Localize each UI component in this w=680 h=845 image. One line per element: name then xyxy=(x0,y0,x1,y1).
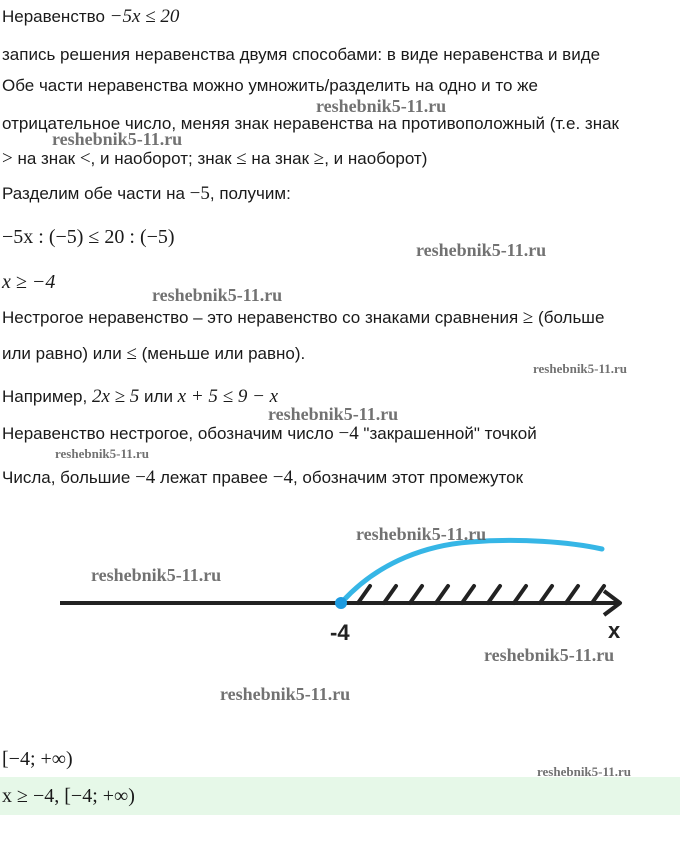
sign-ge: ≥ xyxy=(313,148,325,169)
filled-point xyxy=(335,597,347,609)
number-1: −4 xyxy=(135,467,156,488)
divisor: −5 xyxy=(189,183,210,204)
interval: [−4; +∞) xyxy=(2,748,73,770)
watermark: reshebnik5-11.ru xyxy=(52,129,183,149)
watermark: reshebnik5-11.ru xyxy=(484,645,615,665)
example-2: x + 5 ≤ 9 − x xyxy=(177,386,279,407)
watermark: reshebnik5-11.ru xyxy=(416,240,547,260)
sign-lt: < xyxy=(79,148,91,169)
watermark: reshebnik5-11.ru xyxy=(268,404,399,424)
hatching xyxy=(358,586,604,603)
p4-text-4: , и наоборот) xyxy=(324,149,428,168)
watermark: reshebnik5-11.ru xyxy=(55,446,150,461)
p8-text-1: Например, xyxy=(2,387,92,406)
p4-text-3: на знак xyxy=(246,149,314,168)
equation-1: −5x : (−5) ≤ 20 : (−5) xyxy=(2,226,175,248)
p4-text-1: на знак xyxy=(12,149,80,168)
interval-arc xyxy=(342,540,602,602)
paragraph-2: Обе части неравенства можно умножить/разделить на одно и то же xyxy=(2,76,538,95)
watermark: reshebnik5-11.ru xyxy=(537,764,632,779)
sign-le: ≤ xyxy=(236,148,247,169)
paragraph-3: отрицательное число, меняя знак неравенства на противоположный (т.е. знак xyxy=(2,114,619,133)
p7-text-1: или равно) или xyxy=(2,344,127,363)
watermark: reshebnik5-11.ru xyxy=(356,524,487,544)
p10-text-1: Числа, большие xyxy=(2,468,136,487)
p8-text-2: или xyxy=(139,387,178,406)
sign-ge-2: ≥ xyxy=(522,307,534,328)
watermark: reshebnik5-11.ru xyxy=(316,96,447,116)
p4-text-2: , и наоборот; знак xyxy=(90,149,237,168)
number-2: −4 xyxy=(272,467,293,488)
p5-text-1: Разделим обе части на xyxy=(2,184,190,203)
sign-le-2: ≤ xyxy=(126,343,137,364)
watermark: reshebnik5-11.ru xyxy=(220,684,351,704)
equation-2: x ≥ −4 xyxy=(2,271,56,293)
watermark: reshebnik5-11.ru xyxy=(152,285,283,305)
heading-text: Неравенство xyxy=(2,7,110,26)
heading-math: −5x ≤ 20 xyxy=(109,6,180,27)
p9-text-2: "закрашенной" точкой xyxy=(358,424,537,443)
axis-label: x xyxy=(608,618,621,643)
paragraph-1: запись решения неравенства двумя способами: в виде неравенства и виде xyxy=(2,45,601,64)
p5-text-2: , получим: xyxy=(209,184,291,203)
p6-text-2: (больше xyxy=(533,308,605,327)
p6-text-1: Нестрогое неравенство – это неравенство со знаками сравнения xyxy=(2,308,523,327)
sign-gt: > xyxy=(2,148,13,169)
p7-text-2: (меньше или равно). xyxy=(136,344,306,363)
point-label: -4 xyxy=(330,620,350,645)
watermark: reshebnik5-11.ru xyxy=(533,361,628,376)
p10-text-2: лежат правее xyxy=(155,468,273,487)
answer: x ≥ −4, [−4; +∞) xyxy=(2,785,135,807)
point-number: −4 xyxy=(338,423,359,444)
p10-text-3: , обозначим этот промежуток xyxy=(292,468,523,487)
p9-text-1: Неравенство нестрогое, обозначим число xyxy=(2,424,339,443)
watermark: reshebnik5-11.ru xyxy=(91,565,222,585)
example-1: 2x ≥ 5 xyxy=(91,386,140,407)
